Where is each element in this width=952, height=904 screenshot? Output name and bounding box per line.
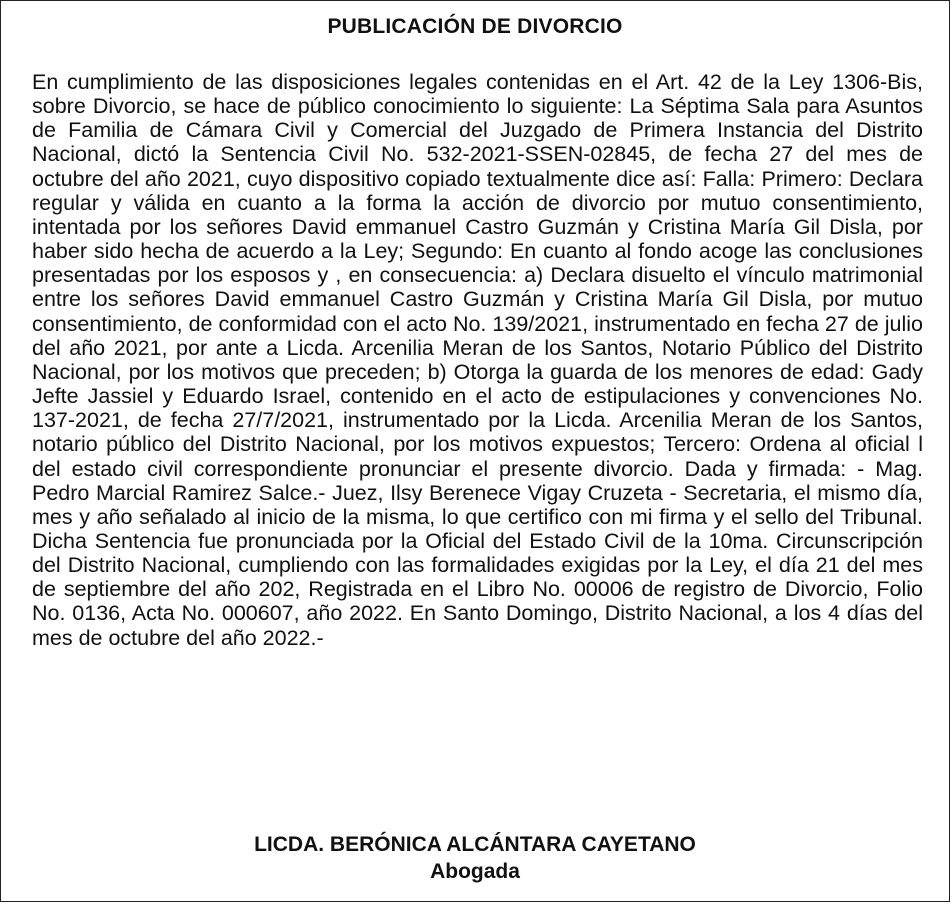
notice-body: En cumplimiento de las disposiciones legales contenidas en el Art. 42 de la Ley 1306-Bis, sobre Divorcio, se hace de público conocimiento lo siguiente: La Séptima Sala para Asuntos de Familia de Cámara Civil y Comercial del Juzgado de Primera Instancia del Distrito Nacional, dictó la Sentencia Civil No. 532-2021-SSEN-02845, de fecha 27 del mes de octubre del año 2021, cuyo dispositivo copiado textualmente dice así: Falla: Primero: Declara regular y válida en cuanto a la forma la acción de divorcio por mutuo consentimiento, intentada por los señores David emmanuel Castro Guzmán y Cristina María Gil Disla, por haber sido hecha de acuerdo a la Ley; Segundo: En cuanto al fondo acoge las conclusiones presentadas por los esposos y , en consecuencia: a) Declara disuelto el vínculo matrimonial entre los señores David emmanuel Castro Guzmán y Cristina María Gil Disla, por mutuo consentimiento, de conformidad con el acto No. 139/2021, instrumentado en fecha 27 de julio del año 2021, por ante a Licda. Arcenilia Meran de los Santos, Notario Público del Distrito Nacional, por los motivos que preceden; b) Otorga la guarda de los menores de edad: Gady Jefte Jassiel y Eduardo Israel, contenido en el acto de estipulaciones y convenciones No. 137-2021, de fecha 27/7/2021, instrumentado por la Licda. Arcenilia Meran de los Santos, notario público del Distrito Nacional, por los motivos expuestos; Tercero: Ordena al oficial l del estado civil correspondiente pronunciar el presente divorcio. Dada y firmada: - Mag. Pedro Marcial Ramirez Salce.- Juez, Ilsy Berenece Vigay Cruzeta - Secretaria, el mismo día, mes y año señalado al inicio de la misma, lo que certifico con mi firma y el sello del Tribunal. Dicha Sentencia fue pronunciada por la Oficial del Estado Civil de la 10ma. Circunscripción del Distrito Nacional, cumpliendo con las formalidades exigidas por la Ley, el día 21 del mes de septiembre del año 202, Registrada en el Libro No. 00006 de registro de Divorcio, Folio No. 0136, Acta No. 000607, año 2022. En Santo Domingo, Distrito Nacional, a los 4 días del mes de octubre del año 2022.-	[32, 70, 923, 650]
signer-role: Abogada	[430, 860, 520, 883]
notice-title: PUBLICACIÓN DE DIVORCIO	[327, 15, 623, 38]
signature-block	[1, 831, 949, 885]
signer-name: LICDA. BERÓNICA ALCÁNTARA CAYETANO	[254, 833, 696, 856]
